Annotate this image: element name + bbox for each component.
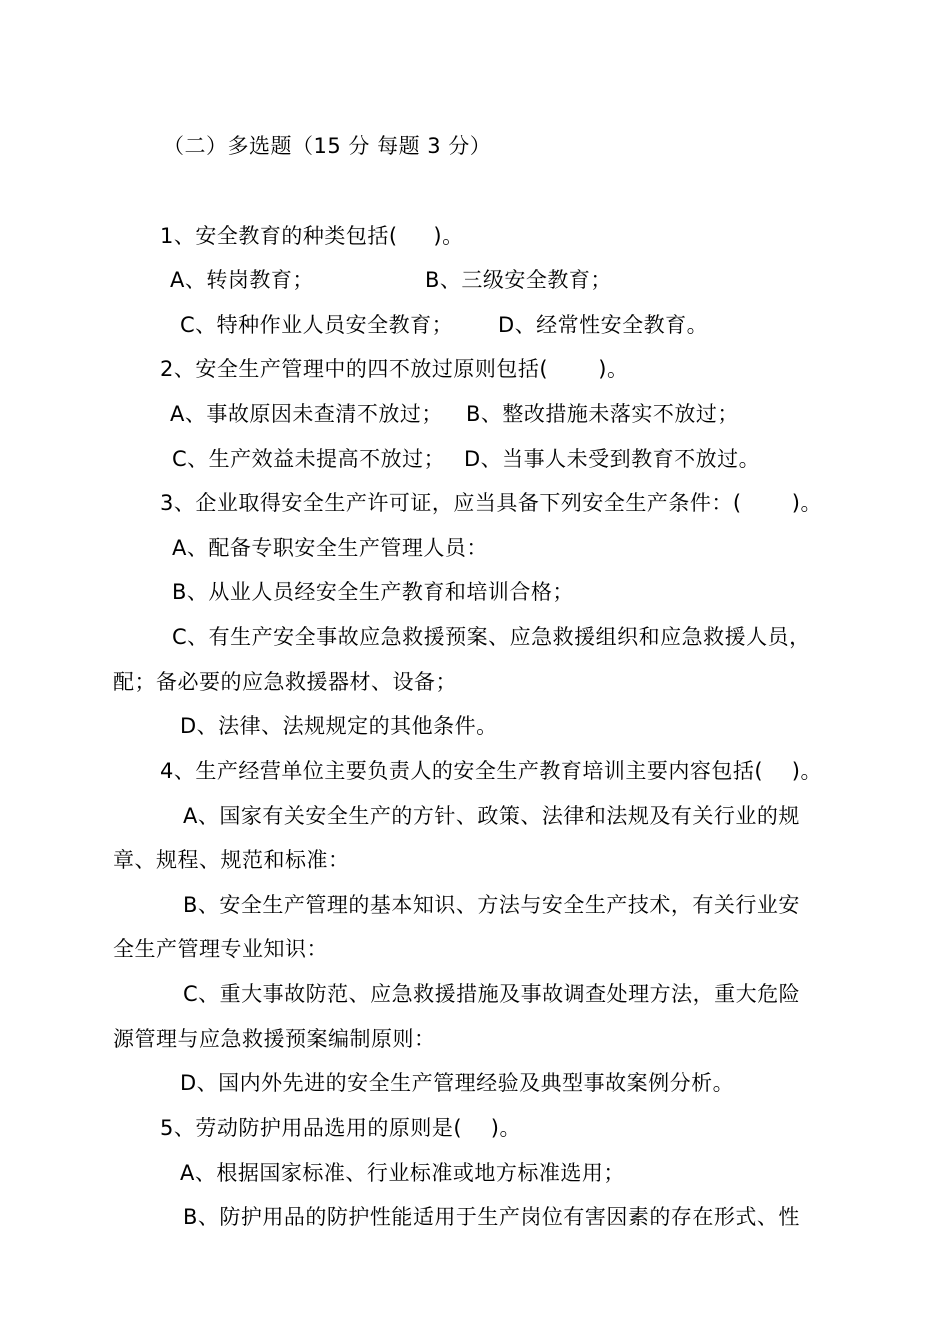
question-3-stem: 3、企业取得安全生产许可证，应当具备下列安全生产条件：( )。 <box>160 491 822 515</box>
question-4-option-c: C、重大事故防范、应急救援措施及事故调查处理方法，重大危险 <box>183 982 801 1006</box>
question-2-option-b: B、整改措施未落实不放过； <box>466 402 739 426</box>
question-3-option-d: D、法律、法规规定的其他条件。 <box>180 714 498 738</box>
question-3-option-c: C、有生产安全事故应急救援预案、应急救援组织和应急救援人员， <box>172 625 811 649</box>
question-5-stem: 5、劳动防护用品选用的原则是( )。 <box>160 1116 521 1140</box>
question-1-option-a: A、转岗教育； <box>170 268 314 292</box>
question-1-option-c: C、特种作业人员安全教育； <box>180 313 454 337</box>
question-3-option-c-cont: 配；备必要的应急救援器材、设备； <box>113 670 457 694</box>
section-title: （二）多选题（15 分 每题 3 分） <box>163 134 492 158</box>
question-4-option-d: D、国内外先进的安全生产管理经验及典型事故案例分析。 <box>180 1071 735 1095</box>
question-4-option-a: A、国家有关安全生产的方针、政策、法律和法规及有关行业的规 <box>183 804 800 828</box>
question-4-option-c-cont: 源管理与应急救援预案编制原则： <box>113 1027 436 1051</box>
question-2-option-d: D、当事人未受到教育不放过。 <box>464 447 761 471</box>
question-4-option-a-cont: 章、规程、规范和标准： <box>113 848 350 872</box>
question-1-option-b: B、三级安全教育； <box>425 268 612 292</box>
question-4-stem: 4、生产经营单位主要负责人的安全生产教育培训主要内容包括( )。 <box>160 759 822 783</box>
question-2-option-a: A、事故原因未查清不放过； <box>170 402 443 426</box>
question-1-option-d: D、经常性安全教育。 <box>498 313 709 337</box>
question-2-option-c: C、生产效益未提高不放过； <box>172 447 446 471</box>
question-5-option-a: A、根据国家标准、行业标准或地方标准选用； <box>180 1161 625 1185</box>
question-2-stem: 2、安全生产管理中的四不放过原则包括( )。 <box>160 357 629 381</box>
question-4-option-b-cont: 全生产管理专业知识： <box>113 937 328 961</box>
question-1-stem: 1、安全教育的种类包括( )。 <box>160 224 464 248</box>
question-4-option-b: B、安全生产管理的基本知识、方法与安全生产技术，有关行业安 <box>183 893 800 917</box>
question-3-option-a: A、配备专职安全生产管理人员： <box>172 536 488 560</box>
question-5-option-b: B、防护用品的防护性能适用于生产岗位有害因素的存在形式、性 <box>183 1205 800 1229</box>
question-3-option-b: B、从业人员经安全生产教育和培训合格； <box>172 580 574 604</box>
